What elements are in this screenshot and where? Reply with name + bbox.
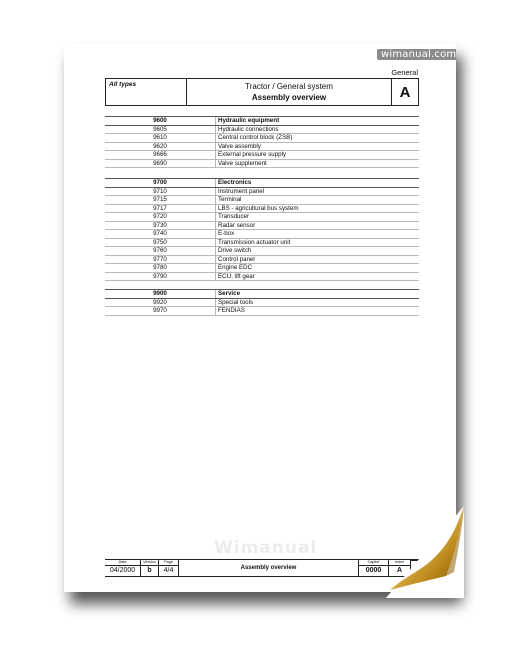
table-row: [105, 273, 419, 282]
header-box: [105, 78, 419, 106]
row-code: 9605: [105, 126, 216, 134]
footer-page-value: 4/4: [163, 567, 174, 574]
table-row: [105, 196, 419, 205]
table-row: [105, 205, 419, 214]
row-text: Transmission actuator unit: [218, 238, 291, 246]
table-row: [105, 307, 419, 316]
row-text: External pressure supply: [218, 151, 287, 158]
row-code: 9740: [105, 230, 216, 238]
row-text: LBS - agricultural bus system: [218, 204, 299, 212]
table-row: [105, 213, 419, 222]
row-text: Radar sensor: [218, 221, 256, 229]
section-9600: [105, 116, 419, 168]
row-text: Terminal: [218, 196, 242, 203]
header-subtitle: Assembly overview: [251, 93, 327, 102]
section-code: 9600: [105, 117, 216, 125]
table-row: [105, 230, 419, 239]
row-code: 9690: [105, 160, 216, 168]
section-header: [105, 289, 419, 299]
footer-version: [141, 560, 159, 576]
section-9900: [105, 289, 419, 316]
row-text: Valve supplement: [218, 159, 267, 167]
footer-date-value: 04/2000: [109, 567, 136, 574]
footer-index-value: A: [396, 567, 403, 574]
row-text: ECU, lift gear: [218, 272, 255, 280]
header-title: Tractor / General system: [245, 82, 333, 91]
row-text: Engine EDC: [218, 264, 253, 271]
row-text: Hydraulic connections: [218, 125, 279, 133]
table-row: [105, 256, 419, 265]
row-code: 9710: [105, 188, 216, 196]
table-row: [105, 264, 419, 273]
table-row: [105, 247, 419, 256]
row-text: Valve assembly: [218, 142, 261, 150]
footer-capitel-label: Capitel: [359, 560, 388, 566]
footer-index-label: Index: [389, 560, 410, 566]
row-code: 9920: [105, 299, 216, 307]
row-text: FENDIAS: [218, 307, 245, 314]
section-header: [105, 116, 419, 126]
row-text: Special tools: [218, 298, 254, 306]
footer-date: [105, 560, 141, 576]
row-text: Transducer: [218, 213, 250, 220]
corner-label: General: [391, 68, 418, 77]
row-text: E-box: [218, 230, 235, 237]
section-name: Service: [218, 290, 241, 297]
table-row: [105, 239, 419, 248]
row-text: Drive switch: [218, 247, 252, 254]
section-code: 9900: [105, 290, 216, 298]
footer-version-label: Version: [141, 560, 158, 566]
header-letter: A: [391, 79, 418, 105]
footer-title: Assembly overview: [179, 560, 359, 576]
row-code: 9715: [105, 196, 216, 204]
table-row: [105, 134, 419, 143]
row-code: 9610: [105, 134, 216, 142]
section-name: Electronics: [218, 179, 252, 186]
row-code: 9760: [105, 247, 216, 255]
row-code: 9770: [105, 256, 216, 264]
row-code: 9780: [105, 264, 216, 272]
row-text: Control panel: [218, 255, 255, 263]
row-code: 9620: [105, 143, 216, 151]
header-title-block: [187, 79, 391, 105]
footer-page-label: Page: [159, 560, 178, 566]
section-header: [105, 178, 419, 188]
row-code: 9750: [105, 239, 216, 247]
watermark-middle: Wimanual: [214, 538, 318, 558]
row-text: Central control block (ZSB): [218, 134, 293, 141]
footer-date-label: Date: [105, 560, 140, 566]
footer-page: [159, 560, 179, 576]
table-row: [105, 151, 419, 160]
table-row: [105, 222, 419, 231]
table-row: [105, 160, 419, 169]
section-9700: [105, 178, 419, 281]
row-code: 9720: [105, 213, 216, 221]
page-curl-icon: [384, 506, 464, 598]
types-label: All types: [106, 79, 187, 105]
row-code: 9730: [105, 222, 216, 230]
row-code: 9970: [105, 307, 216, 315]
watermark-top: wimanual.com: [377, 49, 456, 60]
row-text: Instrument panel: [218, 187, 265, 195]
row-code: 9790: [105, 273, 216, 281]
footer-table: [105, 559, 425, 577]
section-name: Hydraulic equipment: [218, 117, 280, 124]
row-code: 9717: [105, 205, 216, 213]
table-row: [105, 299, 419, 308]
footer-capitel-value: 0000: [365, 567, 382, 574]
row-code: 9666: [105, 151, 216, 159]
table-row: [105, 143, 419, 152]
section-code: 9700: [105, 179, 216, 187]
footer-version-value: b: [147, 567, 152, 574]
table-row: [105, 126, 419, 135]
table-row: [105, 188, 419, 197]
